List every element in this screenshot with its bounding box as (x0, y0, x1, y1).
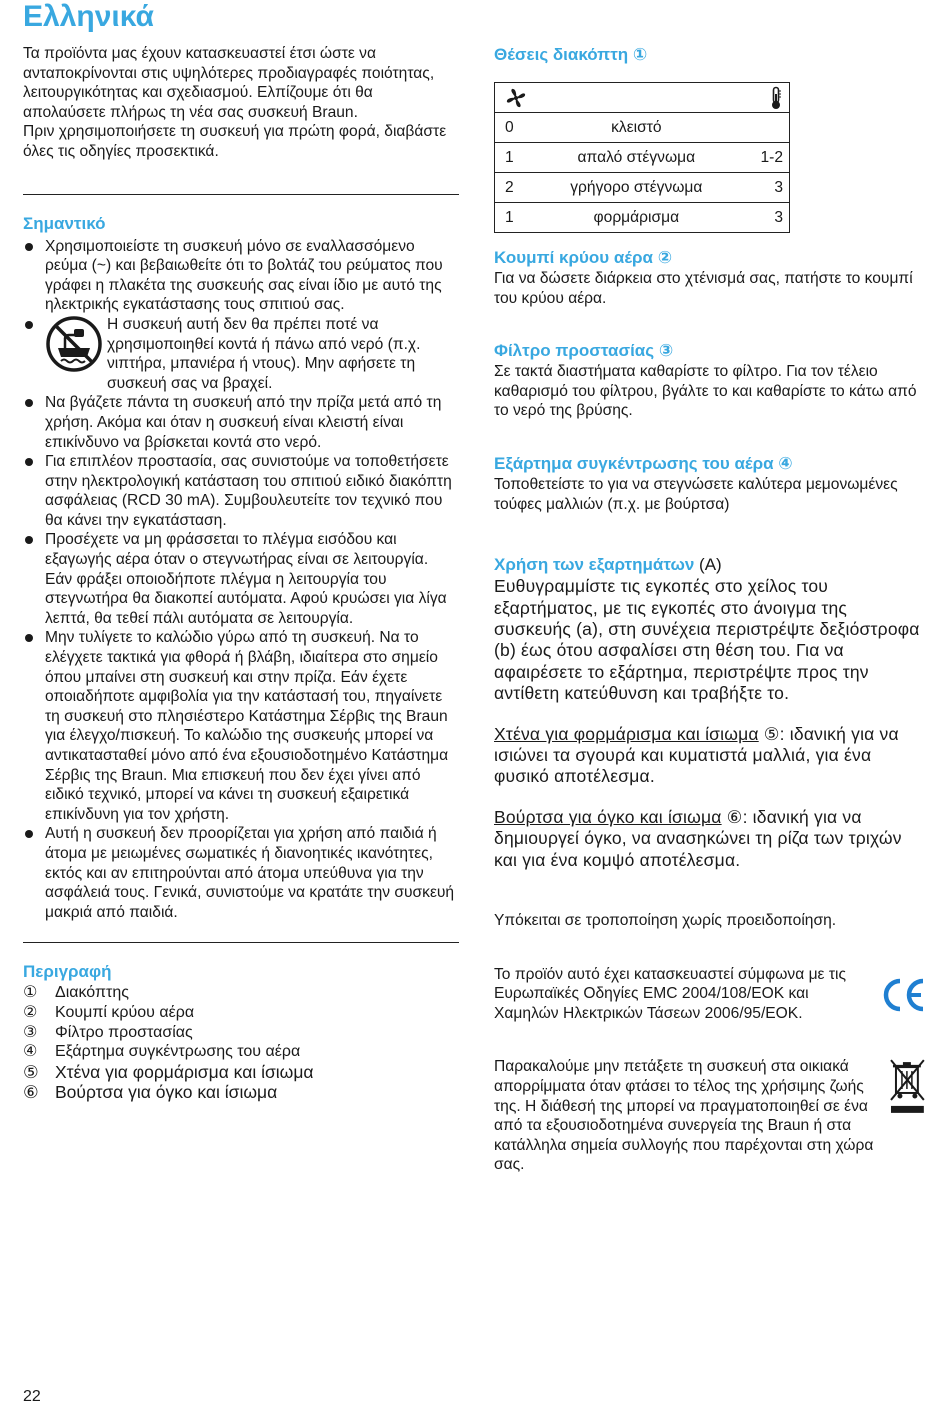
list-item: ⑥ Βούρτσα για όγκο και ίσιωμα (23, 1081, 278, 1102)
no-water-warning-icon (45, 315, 103, 373)
list-item: ② Κουμπί κρύου αέρα (23, 1003, 195, 1021)
switch-positions-table (494, 82, 790, 233)
filter-text: Σε τακτά διαστήματα καθαρίστε το φίλτρο. Για τον τέλειο καθαρισμό του φίλτρου, βγάλτε το και καθαρίστε το κάτω από το νερό της βρύσης. (494, 363, 917, 420)
table-row: 1 φορμάρισμα 3 (495, 203, 790, 233)
crossed-bin-icon (888, 1057, 926, 1115)
comb-paragraph: Χτένα για φορμάρισμα και ίσιωμα ⑤: ιδανική για να ισιώνει τα σγουρά και κυματιστά μαλλιά, για ένα φυσικό αποτέλεσμα. (494, 723, 899, 787)
description-heading: Περιγραφή (23, 962, 112, 982)
intro-paragraph-2: Πριν χρησιμοποιήσετε τη συσκευή για πρώτη φορά, διαβάστε όλες τις οδηγίες προσεκτικά. (23, 123, 447, 160)
cool-shot-heading: Κουμπί κρύου αέρα ② (494, 248, 673, 267)
concentrator-text: Τοποθετείστε το για να στεγνώσετε καλύτερα μεμονωμένες τούφες μαλλιών (π.χ. με βούρτσα) (494, 475, 898, 513)
weee-block (494, 1057, 926, 1175)
list-item: ① Διακόπτης (23, 984, 129, 1002)
table-row: 1 απαλό στέγνωμα 1-2 (495, 143, 790, 173)
table-row: 0 κλειστό (495, 113, 790, 143)
divider (23, 194, 459, 195)
list-item: ④ Εξάρτημα συγκέντρωσης του αέρα (23, 1043, 301, 1061)
weee-text: Παρακαλούμε μην πετάξετε τη συσκευή στα οικιακά απορρίμματα όταν φτάσει το τέλος της χρήσιμης ζωής της. Η διάθεσή της μπορεί να πραγματοποιηθεί σε ένα από τα εξουσιοδοτημένα συνεργεία της Braun ή στα κατάλληλα σημεία συλλογής που παρέχονται στη χώρα σας. (494, 1058, 874, 1174)
list-item: Χρησιμοποιείστε τη συσκευή μόνο σε εναλλασσόμενο ρεύμα (~) και βεβαιωθείτε ότι το βολτάζ του ρεύματος που γράφει η πλακέτα της συσκευής σας είναι ίδιο με αυτό της ηλεκτρικής εγκατάστασης τους σπιτιού σας. (23, 237, 459, 315)
page-title: Ελληνικά (23, 0, 154, 33)
intro-paragraph-1: Τα προϊόντα μας έχουν κατασκευαστεί έτσι ώστε να ανταποκρίνονται στις υψηλότερες προδιαγραφές ποιότητας, λειτουργικότητας και σχεδιασμού. Ελπίζουμε ότι θα απολαύσετε πλήρως τη νέα σας συσκευή Braun. (23, 45, 435, 121)
important-heading: Σημαντικό (23, 213, 106, 233)
divider (23, 942, 459, 943)
attachments-text: Ευθυγραμμίστε τις εγκοπές στο χείλος του εξαρτήματος, με τις εγκοπές στο άνοιγμα της συσκευής (a), στη συνέχεια περιστρέψτε δεξιόστροφα (b) έως ότου ασφαλίσει στη θέση του. Για να αφαιρέσετε το εξάρτημα, περιστρέψτε προς την αντίθετη κατεύθυνση και τραβήξτε το. (494, 576, 920, 704)
list-item: Μην τυλίγετε το καλώδιο γύρω από τη συσκευή. Να το ελέγχετε τακτικά για φθορά ή βλάβη, ιδιαίτερα στο σημείο όπου μπαίνει στη συσκευή και στην πρίζα. Εάν έχετε οποιαδήποτε αμφιβολία για την κατάστασή του, πηγαίνετε τη συσκευή στο πλησιέστερο Κατάστημα Σέρβις της Braun για έλεγχο/πισκευή. Το καλώδιο της συσκευής μπορεί να αντικατασταθεί μόνο από ένα εξουσιοδοτημένο Κατάστημα Σέρβις της Braun. Μια επισκευή που δεν έχει γίνει από ειδικό τεχνικό, μπορεί να κάνει τη συσκευή εξαιρετικά επικίνδυνη για τον χρήστη. (23, 628, 459, 824)
table-header-row (495, 83, 790, 113)
concentrator-heading: Εξάρτημα συγκέντρωσης του αέρα ④ (494, 453, 793, 473)
description-list (23, 983, 459, 1101)
ce-text: Το προϊόν αυτό έχει κατασκευαστεί σύμφωνα με τις Ευρωπαϊκές Οδηγίες EMC 2004/108/ΕΟΚ και Χαμηλών Ηλεκτρικών Τάσεων 2006/95/ΕΟΚ. (494, 965, 846, 1022)
list-item: Αυτή η συσκευή δεν προορίζεται για χρήση από παιδιά ή άτομα με μειωμένες σωματικές ή διανοητικές ικανότητες, εκτός και αν επιτηρούνται από άτομα υπεύθυνα για την ασφάλειά τους. Γενικά, συνιστούμε να κρατάτε την συσκευή μακριά από παιδιά. (23, 824, 459, 922)
list-item: Να βγάζετε πάντα τη συσκευή από την πρίζα μετά από τη χρήση. Ακόμα και όταν η συσκευή είναι κλειστή είναι επικίνδυνο να βρίσκεται κοντά στο νερό. (23, 393, 459, 452)
important-list (23, 237, 459, 923)
table-row: 2 γρήγορο στέγνωμα 3 (495, 173, 790, 203)
switch-positions-heading: Θέσεις διακόπτη ① (494, 45, 648, 64)
brush-paragraph: Βούρτσα για όγκο και ίσιωμα ⑥: ιδανική για να δημιουργεί όγκο, να ανασηκώνει τη ρίζα των τριχών και για ένα κομψό αποτέλεσμα. (494, 806, 902, 870)
page-number: 22 (23, 1388, 41, 1405)
warning-text: Η συσκευή αυτή δεν θα πρέπει ποτέ να χρησιμοποιηθεί κοντά ή πάνω από νερό (π.χ. νιπτήρα, μπανιέρα ή ντους). Μην αφήσετε τη συσκευή σας να βραχεί. (107, 315, 421, 392)
attachments-heading: Χρήση των εξαρτημάτων (A) (494, 555, 722, 575)
cool-shot-text: Για να δώσετε διάρκεια στο χτένισμά σας, πατήστε το κουμπί του κρύου αέρα. (494, 270, 913, 307)
modification-notice: Υπόκειται σε τροποποίηση χωρίς προειδοποίηση. (494, 912, 837, 930)
list-item: ③ Φίλτρο προστασίας (23, 1023, 193, 1041)
list-item: Για επιπλέον προστασία, σας συνιστούμε να τοποθετήσετε στην ηλεκτρολογική κατάσταση του σπιτιού ειδικό διακόπτη ασφάλειας (RCD 30 mA). Συμβουλευτείτε τον τεχνικό που θα κάνει την εγκατάσταση. (23, 452, 459, 530)
ce-block (494, 965, 926, 1024)
list-item: ⑤ Χτένα για φορμάρισμα και ίσιωμα (23, 1061, 314, 1082)
right-column (494, 44, 926, 1175)
filter-heading: Φίλτρο προστασίας ③ (494, 341, 674, 361)
list-item: Προσέχετε να μη φράσσεται το πλέγμα εισόδου και εξαγωγής αέρα όταν ο στεγνωτήρας είναι σε λειτουργία. Εάν φράξει οποιοδήποτε πλέγμα η λειτουργία του στεγνωτήρα θα διακοπεί αυτόματα. Αφού κρυώσει για λίγα λεπτά, θα τεθεί πάλι αυτόματα σε λειτουργία. (23, 530, 459, 628)
left-column (23, 44, 459, 1102)
fan-icon (505, 87, 527, 109)
thermometer-icon (769, 86, 783, 110)
list-item (23, 315, 459, 393)
ce-mark-icon (880, 975, 926, 1015)
